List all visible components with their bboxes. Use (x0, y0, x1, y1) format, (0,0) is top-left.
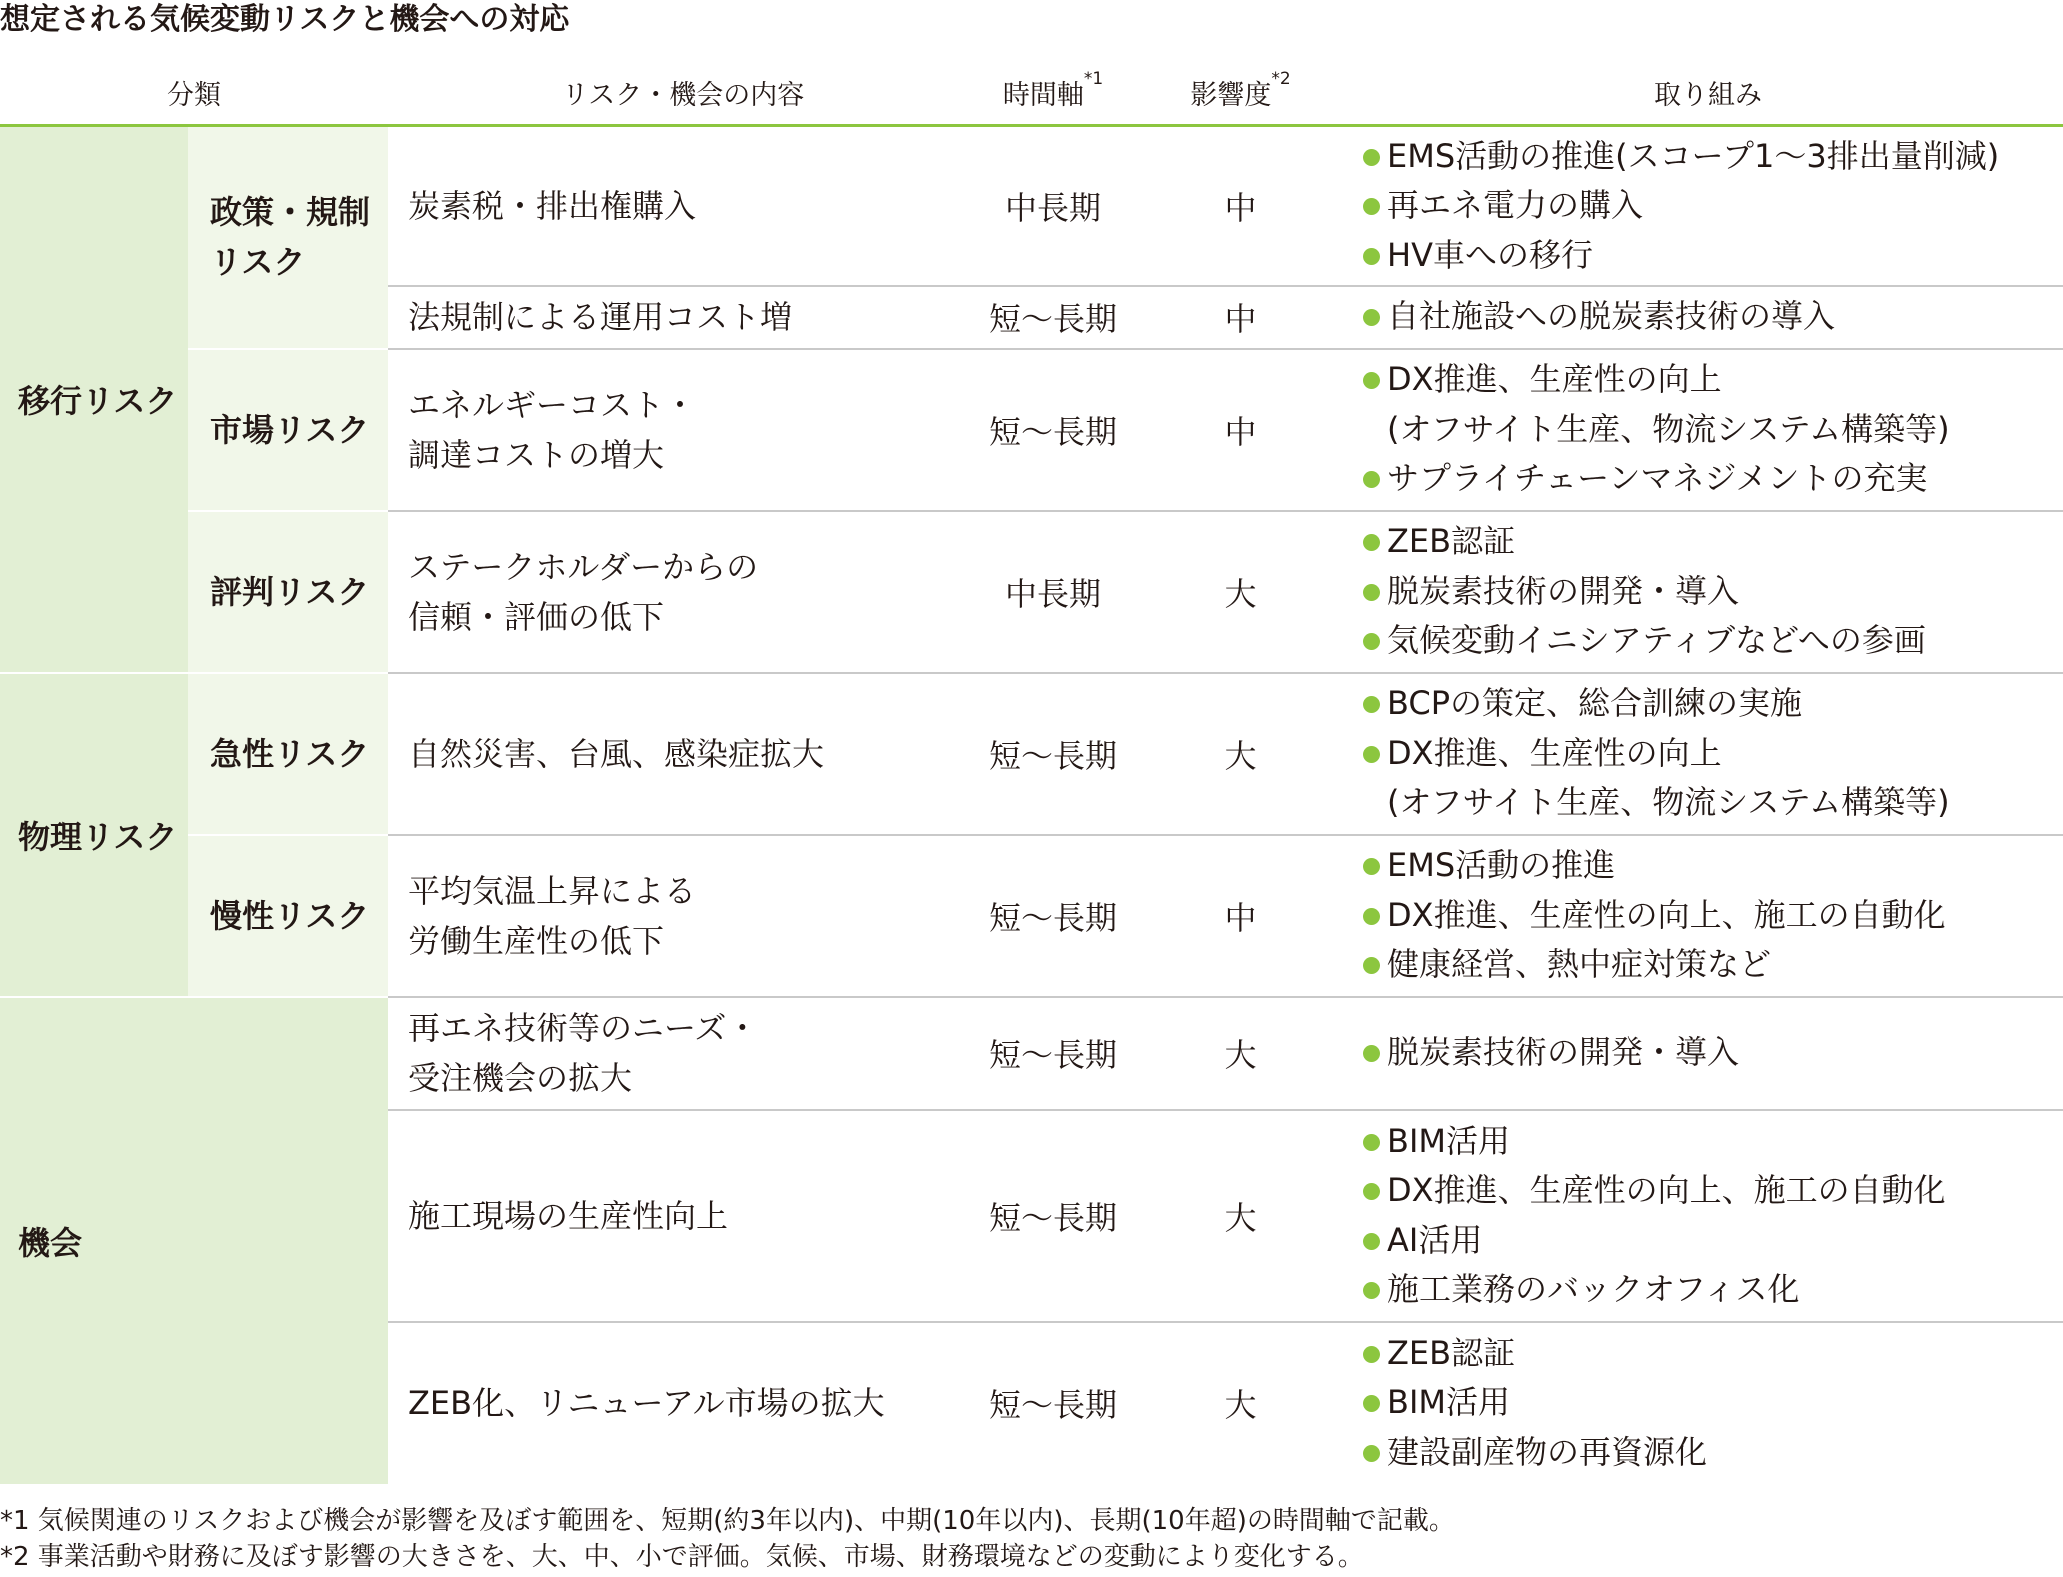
risk-actions (1353, 349, 2063, 511)
action-item: EMS活動の推進 (1353, 841, 2063, 891)
table-row (0, 511, 2063, 673)
opportunity-content: 再エネ技術等のニーズ・ 受注機会の拡大 (388, 997, 978, 1110)
footnote-1: *1 気候関連のリスクおよび機会が影響を及ぼす範囲を、短期(約3年以内)、中期(10年以内)、長期(10年超)の時間軸で記載。 (0, 1506, 1455, 1536)
footnotes (0, 1503, 1455, 1575)
subgroup-chronic-risk: 慢性リスク (188, 835, 388, 997)
action-item: HV車への移行 (1353, 231, 2063, 281)
opportunity-actions (1353, 997, 2063, 1110)
opportunity-content: ZEB化、リニューアル市場の拡大 (388, 1322, 978, 1484)
risk-actions (1353, 511, 2063, 673)
risk-content: 平均気温上昇による 労働生産性の低下 (388, 835, 978, 997)
timeframe-footnote-mark: *1 (1083, 68, 1104, 89)
action-item: DX推進、生産性の向上 (1353, 729, 2063, 779)
page-title: 想定される気候変動リスクと機会への対応 (0, 2, 570, 37)
action-item: 健康経営、熱中症対策など (1353, 940, 2063, 990)
action-item-continuation: (オフサイト生産、物流システム構築等) (1387, 409, 1950, 448)
risk-content: 自然災害、台風、感染症拡大 (388, 673, 978, 835)
table-row (0, 126, 2063, 286)
opportunity-content: 施工現場の生産性向上 (388, 1110, 978, 1322)
table-row (0, 835, 2063, 997)
header-content: リスク・機会の内容 (388, 60, 978, 126)
header-timeframe: 時間軸$^{*1}$ (978, 60, 1128, 126)
opportunity-timeframe: 短～長期 (978, 1110, 1128, 1322)
footnote-2: *2 事業活動や財務に及ぼす影響の大きさを、大、中、小で評価。気候、市場、財務環境などの変動により変化する。 (0, 1542, 1364, 1572)
risk-content: エネルギーコスト・ 調達コストの増大 (388, 349, 978, 511)
table-header-row (0, 60, 2063, 126)
risk-timeframe: 短～長期 (978, 835, 1128, 997)
risk-timeframe: 中長期 (978, 126, 1128, 286)
risk-timeframe: 中長期 (978, 511, 1128, 673)
group-opportunity: 機会 (0, 997, 388, 1484)
header-actions: 取り組み (1353, 60, 2063, 126)
risk-content: ステークホルダーからの 信頼・評価の低下 (388, 511, 978, 673)
action-item: DX推進、生産性の向上 (1353, 355, 2063, 405)
opportunity-impact: 大 (1128, 997, 1353, 1110)
action-item: 脱炭素技術の開発・導入 (1353, 567, 2063, 617)
header-category: 分類 (0, 60, 388, 126)
subgroup-reputation-risk: 評判リスク (188, 511, 388, 673)
risk-impact: 中 (1128, 835, 1353, 997)
risk-impact: 中 (1128, 349, 1353, 511)
risk-content: 炭素税・排出権購入 (388, 126, 978, 286)
table-row (0, 673, 2063, 835)
action-item: 再エネ電力の購入 (1353, 181, 2063, 231)
action-item: 脱炭素技術の開発・導入 (1353, 1028, 2063, 1078)
action-item: BCPの策定、総合訓練の実施 (1353, 679, 2063, 729)
risk-actions (1353, 286, 2063, 349)
action-item-continuation: (オフサイト生産、物流システム構築等) (1387, 783, 1950, 822)
header-impact: 影響度$^{*2}$ (1128, 60, 1353, 126)
action-item: BIM活用 (1353, 1378, 2063, 1428)
opportunity-impact: 大 (1128, 1322, 1353, 1484)
action-item: 施工業務のバックオフィス化 (1353, 1265, 2063, 1315)
group-transition-risk: 移行リスク (0, 126, 188, 673)
risk-impact: 大 (1128, 673, 1353, 835)
action-item: DX推進、生産性の向上、施工の自動化 (1353, 1166, 2063, 1216)
opportunity-impact: 大 (1128, 1110, 1353, 1322)
risk-timeframe: 短～長期 (978, 286, 1128, 349)
risk-timeframe: 短～長期 (978, 349, 1128, 511)
risk-impact: 中 (1128, 286, 1353, 349)
risk-impact: 大 (1128, 511, 1353, 673)
group-physical-risk: 物理リスク (0, 673, 188, 997)
table-row (0, 997, 2063, 1110)
risk-impact: 中 (1128, 126, 1353, 286)
action-item: EMS活動の推進(スコープ1～3排出量削減) (1353, 132, 2063, 182)
opportunity-actions (1353, 1110, 2063, 1322)
risk-actions (1353, 126, 2063, 286)
action-item: ZEB認証 (1353, 517, 2063, 567)
subgroup-policy-risk: 政策・規制 リスク (188, 126, 388, 349)
risk-timeframe: 短～長期 (978, 673, 1128, 835)
climate-risk-table (0, 60, 2063, 1484)
action-item: BIM活用 (1353, 1117, 2063, 1167)
subgroup-market-risk: 市場リスク (188, 349, 388, 511)
action-item: AI活用 (1353, 1216, 2063, 1266)
risk-actions (1353, 835, 2063, 997)
subgroup-acute-risk: 急性リスク (188, 673, 388, 835)
risk-content: 法規制による運用コスト増 (388, 286, 978, 349)
action-item: DX推進、生産性の向上、施工の自動化 (1353, 891, 2063, 941)
action-item: サプライチェーンマネジメントの充実 (1353, 454, 2063, 504)
action-item: 自社施設への脱炭素技術の導入 (1353, 292, 2063, 342)
opportunity-timeframe: 短～長期 (978, 997, 1128, 1110)
table-row (0, 349, 2063, 511)
impact-footnote-mark: *2 (1271, 68, 1291, 89)
risk-actions (1353, 673, 2063, 835)
action-item: ZEB認証 (1353, 1329, 2063, 1379)
action-item: 建設副産物の再資源化 (1353, 1428, 2063, 1478)
opportunity-actions (1353, 1322, 2063, 1484)
action-item: 気候変動イニシアティブなどへの参画 (1353, 616, 2063, 666)
opportunity-timeframe: 短～長期 (978, 1322, 1128, 1484)
